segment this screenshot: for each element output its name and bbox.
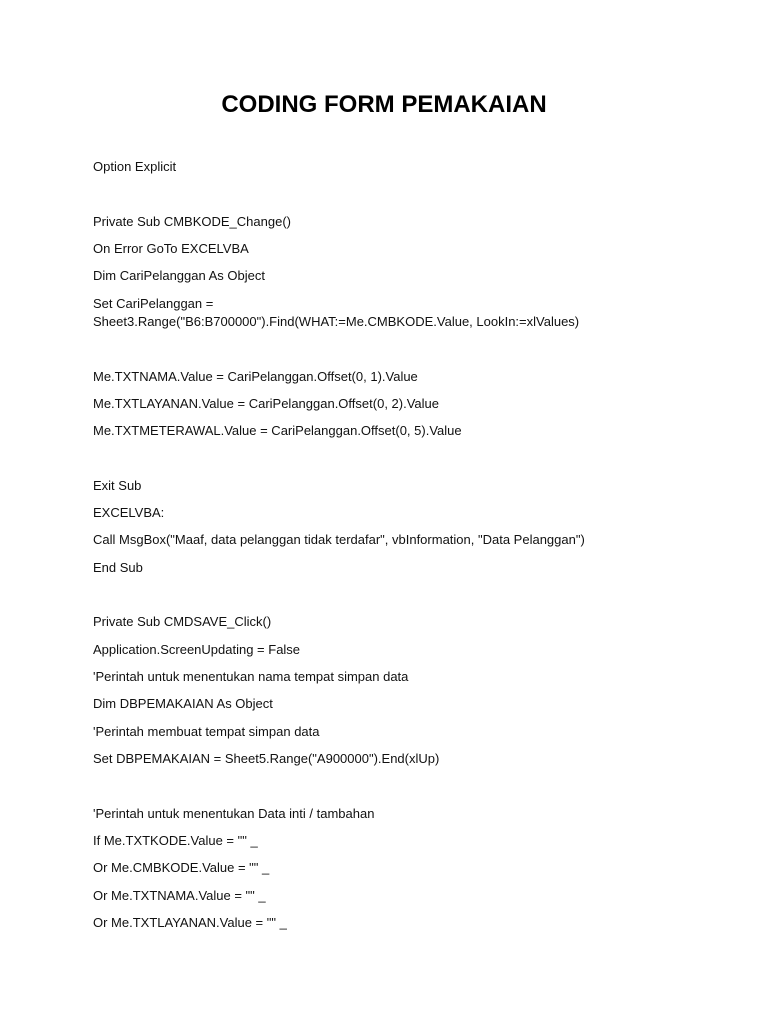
- code-line: Me.TXTMETERAWAL.Value = CariPelanggan.Offset(0, 5).Value: [93, 423, 462, 438]
- code-line: Private Sub CMBKODE_Change(): [93, 214, 291, 229]
- code-line: Option Explicit: [93, 159, 177, 174]
- code-line: Or Me.TXTNAMA.Value = "" _: [93, 888, 266, 903]
- code-line: 'Perintah untuk menentukan nama tempat simpan data: [93, 669, 409, 684]
- code-line: Me.TXTLAYANAN.Value = CariPelanggan.Offset(0, 2).Value: [93, 396, 439, 411]
- code-line: Dim CariPelanggan As Object: [93, 268, 265, 283]
- code-line: 'Perintah membuat tempat simpan data: [93, 724, 320, 739]
- code-line: Me.TXTNAMA.Value = CariPelanggan.Offset(0, 1).Value: [93, 369, 418, 384]
- code-line: Set DBPEMAKAIAN = Sheet5.Range("A900000").End(xlUp): [93, 751, 440, 766]
- code-line: 'Perintah untuk menentukan Data inti / tambahan: [93, 806, 375, 821]
- code-line: On Error GoTo EXCELVBA: [93, 241, 249, 256]
- code-line: Set CariPelanggan = Sheet3.Range("B6:B700000").Find(WHAT:=Me.CMBKODE.Value, LookIn:=xlValues): [93, 296, 580, 329]
- code-line: Private Sub CMDSAVE_Click(): [93, 614, 272, 629]
- code-line: Call MsgBox("Maaf, data pelanggan tidak terdafar", vbInformation, "Data Pelanggan"): [93, 532, 585, 547]
- code-line: Or Me.TXTLAYANAN.Value = "" _: [93, 915, 287, 930]
- code-line: If Me.TXTKODE.Value = "" _: [93, 833, 258, 848]
- code-line: Or Me.CMBKODE.Value = "" _: [93, 860, 270, 875]
- document-title: CODING FORM PEMAKAIAN: [221, 91, 547, 118]
- code-line: End Sub: [93, 560, 143, 575]
- code-line: Application.ScreenUpdating = False: [93, 642, 301, 657]
- code-line: Dim DBPEMAKAIAN As Object: [93, 696, 273, 711]
- code-line: EXCELVBA:: [93, 505, 165, 520]
- code-line: Exit Sub: [93, 478, 142, 493]
